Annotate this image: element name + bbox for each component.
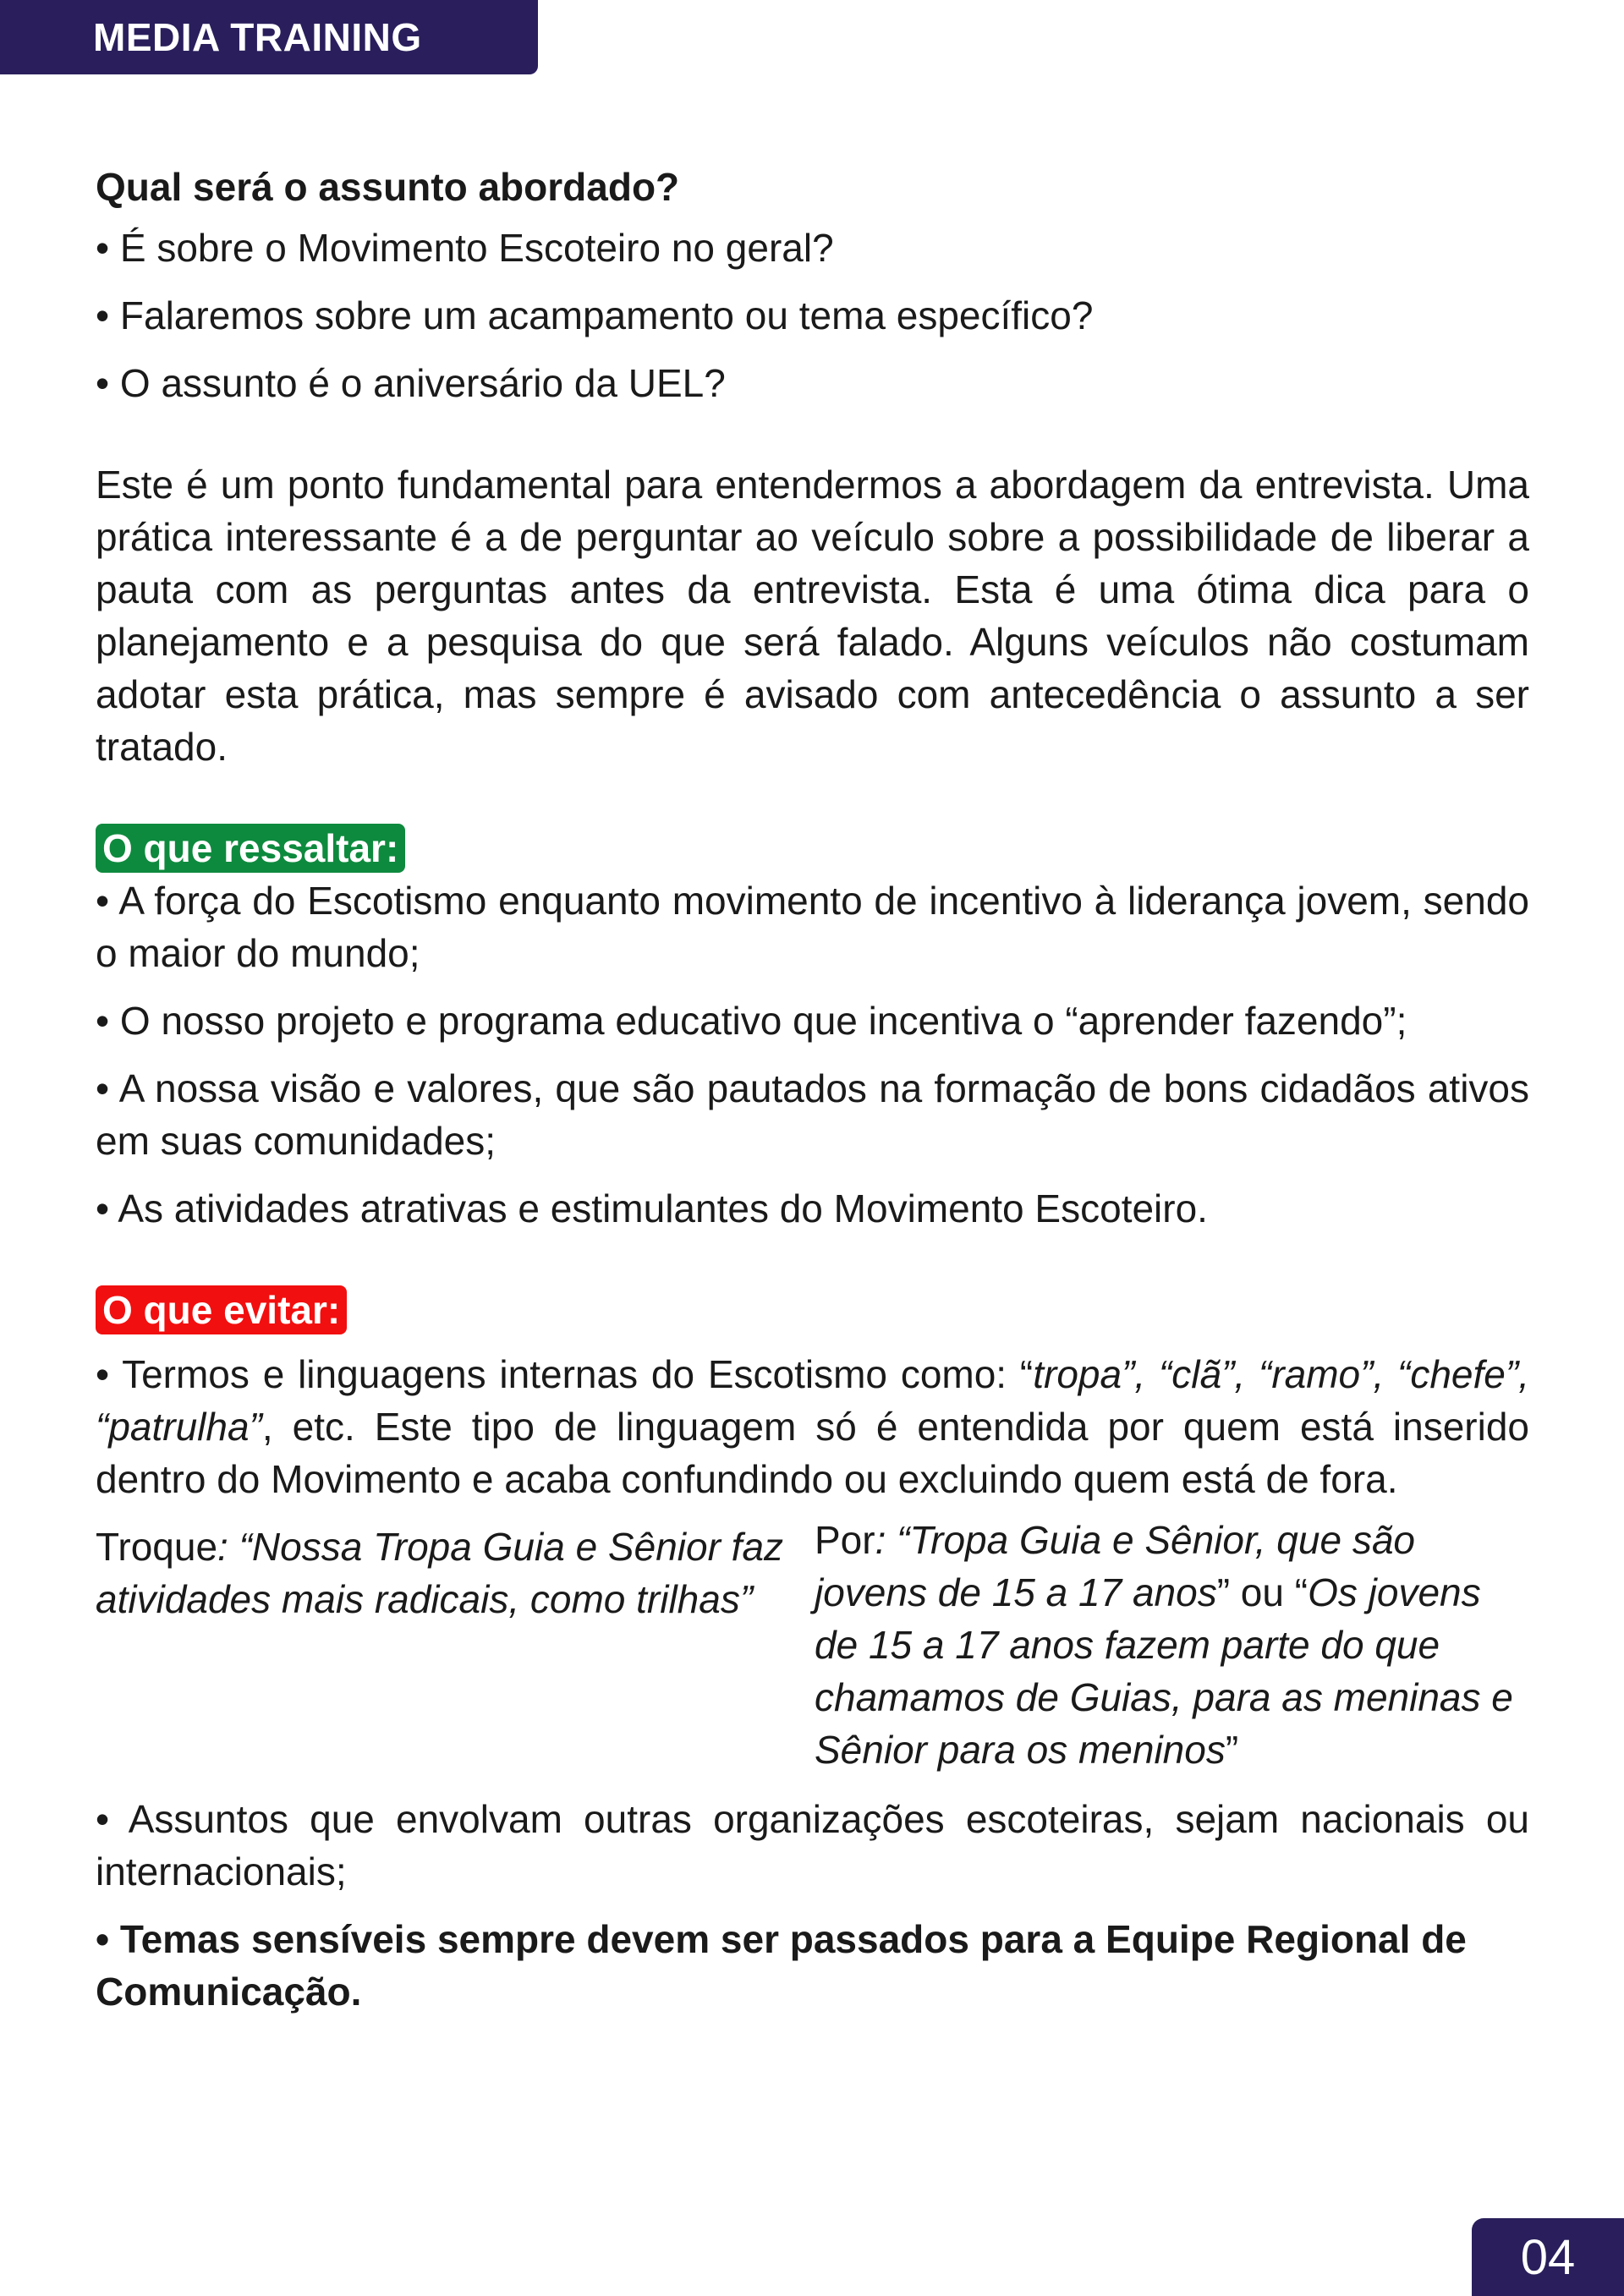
avoid-orgs-bullet: • Assuntos que envolvam outras organizações escoteiras, sejam nacionais ou internacionais; — [96, 1797, 1529, 1893]
by-column — [815, 1514, 1529, 1776]
highlight-bullets — [96, 874, 1529, 1235]
highlight-bullet: • A força do Escotismo enquanto movimento de incentivo à liderança jovem, sendo o maior do mundo; — [96, 879, 1529, 975]
highlight-bullet: • As atividades atrativas e estimulantes do Movimento Escoteiro. — [96, 1186, 1208, 1230]
swap-label: Troque — [96, 1525, 218, 1569]
by-connector: ” ou “ — [1216, 1570, 1309, 1614]
header-title: MEDIA TRAINING — [93, 15, 422, 59]
question-title: Qual será o assunto abordado? — [96, 165, 680, 209]
avoid-bullets — [96, 1348, 1529, 2018]
by-close: ” — [1225, 1728, 1239, 1772]
highlight-bullet: • O nosso projeto e programa educativo que incentiva o “aprender fazendo”; — [96, 999, 1407, 1043]
page-number: 04 — [1520, 2229, 1576, 2285]
by-text-2: Os jovens de 15 a 17 anos fazem parte do que chamamos de Guias, para as meninas e Sênior para os meninos — [815, 1570, 1513, 1772]
question-bullet: • O assunto é o aniversário da UEL? — [96, 361, 726, 405]
highlight-bullet: • A nossa visão e valores, que são pautados na formação de bons cidadãos ativos em suas comunidades; — [96, 1066, 1529, 1163]
avoid-terms-intro: • Termos e linguagens internas do Escotismo como: “ — [96, 1352, 1034, 1396]
intro-paragraph: Este é um ponto fundamental para entendermos a abordagem da entrevista. Uma prática interessante é a de perguntar ao veículo sobre a possibilidade de liberar a pauta com as perguntas antes da entrevista. Esta é uma ótima dica para o planejamento e a pesquisa do que será falado. Alguns veículos não costumam adotar esta prática, mas sempre é avisado com antecedência o assunto a ser tratado. — [96, 463, 1529, 769]
highlight-label: O que ressaltar: — [96, 824, 405, 873]
swap-example — [96, 1518, 1529, 1776]
by-text-1: : “Tropa Guia e Sênior, que são jovens de 15 a 17 anos — [815, 1518, 1416, 1614]
avoid-section — [96, 1284, 1529, 2018]
avoid-terms-rest: , etc. Este tipo de linguagem só é entendida por quem está inserido dentro do Movimento e acaba confundindo ou excluindo quem está de fora. — [96, 1405, 1529, 1501]
swap-column — [96, 1521, 815, 1776]
page-content — [96, 161, 1529, 2033]
by-label: Por — [815, 1518, 875, 1562]
question-bullet: • É sobre o Movimento Escoteiro no geral? — [96, 226, 834, 270]
avoid-terms-italic: tropa”, “clã”, “ramo”, “chefe”, “patrulha” — [96, 1352, 1529, 1449]
page-number-badge — [1472, 2218, 1624, 2296]
avoid-sensitive-bullet: • Temas sensíveis sempre devem ser passados para a Equipe Regional de Comunicação. — [96, 1917, 1467, 2014]
swap-text: : “Nossa Tropa Guia e Sênior faz atividades mais radicais, como trilhas” — [96, 1525, 784, 1621]
avoid-terms-bullet — [96, 1348, 1529, 1505]
highlight-section — [96, 822, 1529, 1235]
header-tab — [0, 0, 538, 74]
avoid-label: O que evitar: — [96, 1285, 347, 1334]
question-bullet: • Falaremos sobre um acampamento ou tema específico? — [96, 293, 1094, 337]
